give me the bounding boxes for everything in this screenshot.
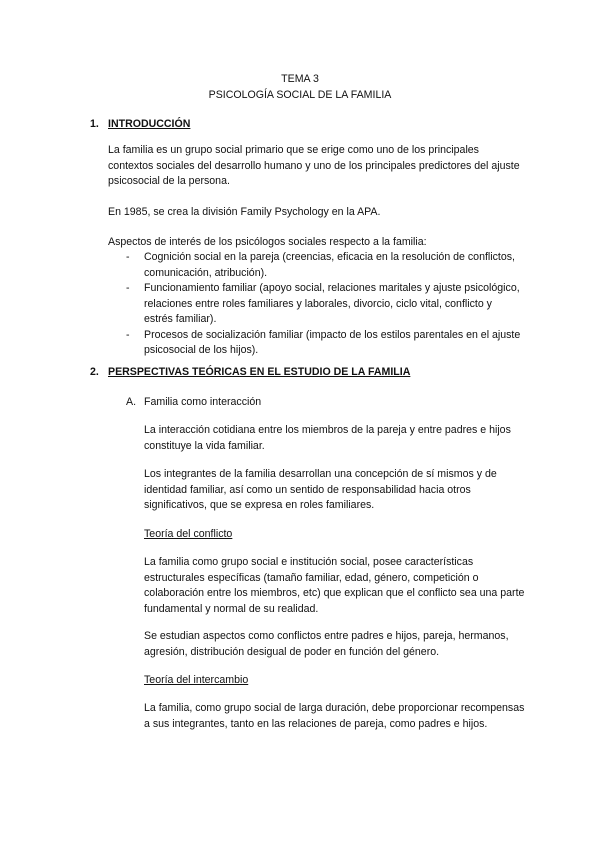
intro-paragraph-3: Aspectos de interés de los psicólogos sociales respecto a la familia: [108,236,427,248]
conflict-paragraph-1: La familia como grupo social e institución social, posee características estructurales específicas (tamaño familiar, edad, género, competición o colaboración entre los miembros, etc) que explican que el conflicto sea una parte fundamental y normal de su realidad. [144,556,525,615]
subsection-title: Familia como interacción [144,396,262,408]
conflict-theory-title: Teoría del conflicto [144,528,233,540]
section-1-heading [90,117,190,133]
intro-paragraph-1: La familia es un grupo social primario que se erige como uno de los principales contextos sociales del desarrollo humano y uno de los principales predictores del ajuste psicosocial de la persona. [108,144,520,187]
list-item [108,328,523,359]
interaction-paragraph-1: La interacción cotidiana entre los miembros de la pareja y entre padres e hijos constituye la vida familiar. [144,424,511,452]
section-1-number: 1. [90,118,99,130]
list-item [108,281,523,328]
list-item-text: Funcionamiento familiar (apoyo social, relaciones maritales y ajuste psicológico, relaciones entre roles familiares y laborales, divorcio, ciclo vital, conflicto y estrés familiar). [144,282,520,325]
list-item-text: Procesos de socialización familiar (impacto de los estilos parentales en el ajuste psicosocial de los hijos). [144,328,521,356]
conflict-paragraph-2: Se estudian aspectos como conflictos entre padres e hijos, pareja, hermanos, agresión, distribución desigual de poder en función del género. [144,630,509,658]
section-2-number: 2. [90,366,99,378]
bullet-dash: - [126,251,130,263]
list-item [108,250,523,281]
tema-label: TEMA 3 [281,73,319,85]
document-title: PSICOLOGÍA SOCIAL DE LA FAMILIA [208,89,392,101]
subsection-letter: A. [126,396,137,408]
interaction-paragraph-2: Los integrantes de la familia desarrollan una concepción de sí mismos y de identidad familiar, así como un sentido de responsabilidad hacia otros significativos, que se expresa en roles familiares. [144,468,497,511]
section-1-title: INTRODUCCIÓN [108,118,191,130]
exchange-theory-title: Teoría del intercambio [144,674,249,686]
exchange-paragraph-1: La familia, como grupo social de larga duración, debe proporcionar recompensas a sus integrantes, tanto en las relaciones de pareja, como padres e hijos. [144,702,525,730]
bullet-dash: - [126,328,130,341]
interest-list [108,250,523,359]
bullet-dash: - [126,282,130,294]
intro-paragraph-2: En 1985, se crea la división Family Psychology en la APA. [108,206,381,218]
section-2-heading [90,365,410,381]
section-2-title: PERSPECTIVAS TEÓRICAS EN EL ESTUDIO DE LA FAMILIA [108,366,411,378]
subsection-a-heading [126,395,261,411]
list-item-text: Cognición social en la pareja (creencias, eficacia en la resolución de conflictos, comunicación, atribución). [144,251,515,279]
